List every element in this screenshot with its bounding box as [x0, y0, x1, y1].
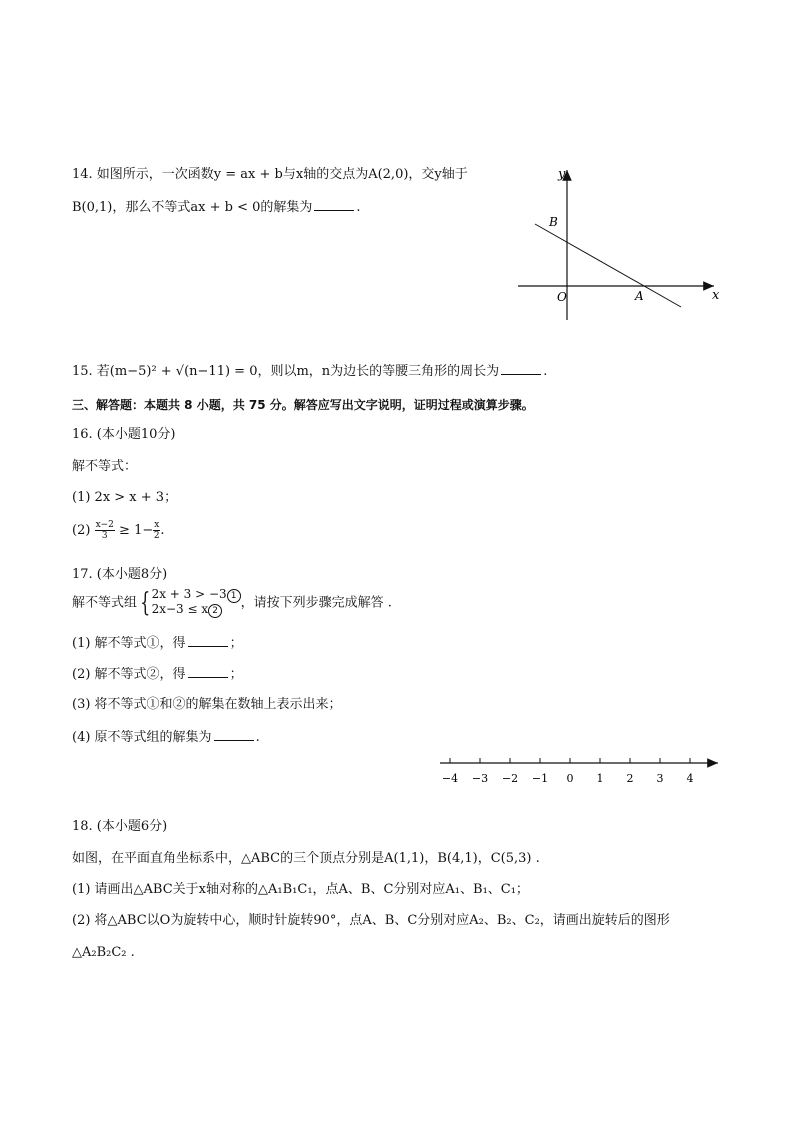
q17-step4-end: . [255, 730, 260, 745]
q16-intro: 解不等式： [72, 459, 138, 474]
q16-part1: (1) 2x > x + 3； [72, 490, 178, 505]
q15-line [72, 362, 547, 381]
q18-intro: 如图，在平面直角坐标系中，△ABC的三个顶点分别是A(1,1)，B(4,1)，C(5,3) . [72, 851, 540, 866]
number-line-tick-label: 1 [596, 772, 604, 785]
q16-part2-label: (2) [72, 523, 91, 538]
q15-text: 15. 若(m−5)² + √(n−11) = 0，则以m，n为边长的等腰三角形的周长为 [72, 364, 500, 379]
number-line-tick-label: 2 [626, 772, 634, 785]
q14-period: . [356, 200, 361, 215]
answer-blank-17-1[interactable] [188, 634, 228, 647]
q17-intro-text: 解不等式组 [72, 595, 138, 611]
answer-blank-14[interactable] [314, 198, 354, 211]
circled-number-1: 1 [227, 589, 241, 603]
q17-step3: (3) 将不等式①和②的解集在数轴上表示出来； [72, 697, 342, 712]
origin-label: O [557, 290, 567, 304]
point-b-label: B [549, 215, 558, 229]
number-line-tick-label: −3 [471, 772, 489, 785]
inequality-2: 2x−3 ≤ x [151, 602, 209, 616]
q17-step2-end: ； [229, 667, 243, 682]
number-line-tick-label: 3 [656, 772, 664, 785]
q16-part2-operator: ≥ 1− [119, 523, 154, 538]
circled-number-2: 2 [208, 604, 222, 618]
q18-part2: (2) 将△ABC以O为旋转中心，顺时针旋转90°，点A、B、C分别对应A₂、B₂、C₂，请画出旋转后的图形 [72, 913, 670, 928]
q17-step1-text: (1) 解不等式①，得 [72, 636, 186, 651]
number-line-tick-label: −2 [501, 772, 519, 785]
answer-blank-15[interactable] [501, 362, 541, 375]
fraction-1-numerator: x−2 [95, 520, 114, 530]
q14-function-graph [510, 160, 730, 330]
fraction-1-denominator: 3 [101, 531, 108, 541]
q16-heading: 16. (本小题10分) [72, 427, 176, 442]
q17-step2-text: (2) 解不等式②，得 [72, 667, 186, 682]
fraction-2-numerator: x [154, 520, 160, 530]
answer-blank-17-4[interactable] [214, 728, 254, 741]
answer-blank-17-2[interactable] [188, 665, 228, 678]
number-line [430, 752, 730, 788]
q18-part2-continued: △A₂B₂C₂ . [72, 945, 135, 960]
q17-heading: 17. (本小题8分) [72, 567, 168, 582]
q18-heading: 18. (本小题6分) [72, 819, 168, 834]
q16-part2 [72, 520, 164, 546]
inequality-system [152, 588, 241, 618]
q17-intro [72, 588, 392, 618]
q14-line2-text: B(0,1)，那么不等式ax + b < 0的解集为 [72, 200, 313, 215]
x-axis-label: x [712, 288, 720, 303]
number-line-tick-label: 4 [686, 772, 694, 785]
q17-step4 [72, 728, 260, 747]
q15-period: . [543, 364, 548, 379]
number-line-tick-label: 0 [566, 772, 574, 785]
fraction-1 [95, 520, 115, 541]
q17-step1 [72, 634, 243, 653]
q14-line1: 14. 如图所示，一次函数y = ax + b与x轴的交点为A(2,0)，交y轴于 [72, 167, 468, 182]
system-brace: { [140, 588, 151, 618]
point-a-label: A [635, 289, 644, 303]
q14-line2 [72, 198, 361, 217]
y-axis-label: y [558, 167, 566, 182]
number-line-tick-label: −4 [441, 772, 459, 785]
q17-intro-instruction: ，请按下列步骤完成解答 . [240, 595, 392, 611]
section-3-heading: 三、解答题：本题共 8 小题，共 75 分。解答应写出文字说明，证明过程或演算步骤。 [72, 398, 534, 412]
q17-step2 [72, 665, 243, 684]
q16-part2-period: . [160, 523, 165, 538]
fraction-2-denominator: 2 [153, 531, 160, 541]
q18-part1: (1) 请画出△ABC关于x轴对称的△A₁B₁C₁，点A、B、C分别对应A₁、B₁、C₁； [72, 882, 529, 897]
inequality-1: 2x + 3 > −3 [151, 587, 227, 601]
q17-step4-text: (4) 原不等式组的解集为 [72, 730, 212, 745]
number-line-tick-label: −1 [531, 772, 549, 785]
q17-step1-end: ； [229, 636, 243, 651]
